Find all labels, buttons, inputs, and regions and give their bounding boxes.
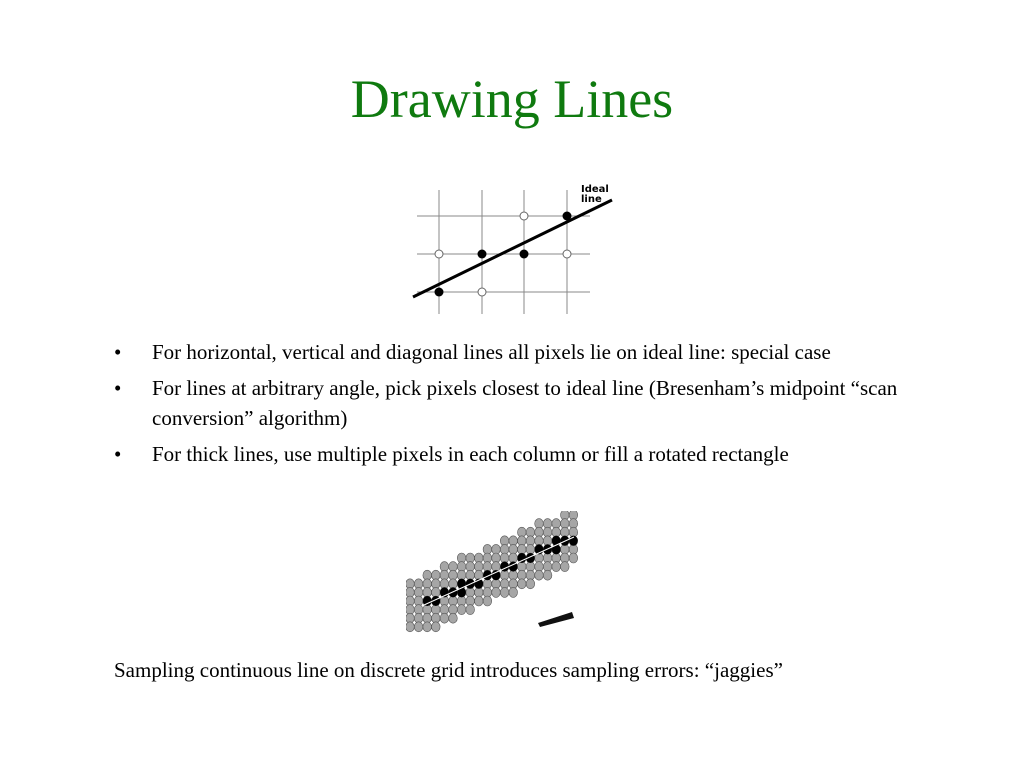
gray-pixel (509, 587, 518, 597)
ideal-line (413, 200, 612, 297)
gray-pixel (457, 605, 466, 615)
ideal-line-pixel-grid-figure (405, 180, 625, 316)
bullet-text: For lines at arbitrary angle, pick pixels closest to ideal line (Bresenham’s midpoint “scan conversion” algorithm) (152, 376, 898, 430)
caption: Sampling continuous line on discrete grid introduces sampling errors: “jaggies” (114, 658, 783, 682)
bullet-symbol: • (114, 376, 122, 400)
thick-line-pixels-figure (406, 511, 586, 633)
gray-pixel (526, 579, 535, 589)
gray-pixel (483, 596, 492, 606)
black-pixel (457, 579, 466, 589)
bullet-symbol: • (114, 340, 122, 364)
gray-pixel (423, 622, 432, 632)
gray-pixel (475, 596, 484, 606)
bullet-item (112, 337, 952, 367)
gray-pixel (466, 605, 475, 615)
gray-pixel (492, 587, 501, 597)
bullet-text: For thick lines, use multiple pixels in each column or fill a rotated rectangle (152, 442, 789, 466)
gray-pixel (440, 613, 449, 623)
bullet-list (112, 337, 952, 475)
black-pixel (552, 536, 561, 546)
gray-pixel (432, 622, 441, 632)
ideal-line-label-2: line (581, 194, 602, 205)
bullet-text: For horizontal, vertical and diagonal lines all pixels lie on ideal line: special case (152, 340, 831, 364)
gray-pixel (518, 579, 527, 589)
gray-pixel (500, 587, 509, 597)
gray-pixel (543, 570, 552, 580)
bullet-symbol: • (114, 442, 122, 466)
rotated-rectangle (538, 612, 574, 627)
thick-line-gray-pixels (406, 511, 578, 632)
gray-pixel (552, 562, 561, 572)
gray-pixel (406, 622, 414, 632)
bullet-item (112, 439, 952, 469)
gray-pixel (414, 622, 423, 632)
black-pixel (492, 570, 501, 580)
slide-title: Drawing Lines (350, 69, 674, 129)
bullet-item (112, 373, 952, 433)
gray-pixel (535, 570, 544, 580)
gray-pixel (561, 562, 570, 572)
ideal-line-label: Ideal (581, 184, 609, 195)
gray-pixel (569, 553, 578, 563)
gray-pixel (449, 613, 458, 623)
